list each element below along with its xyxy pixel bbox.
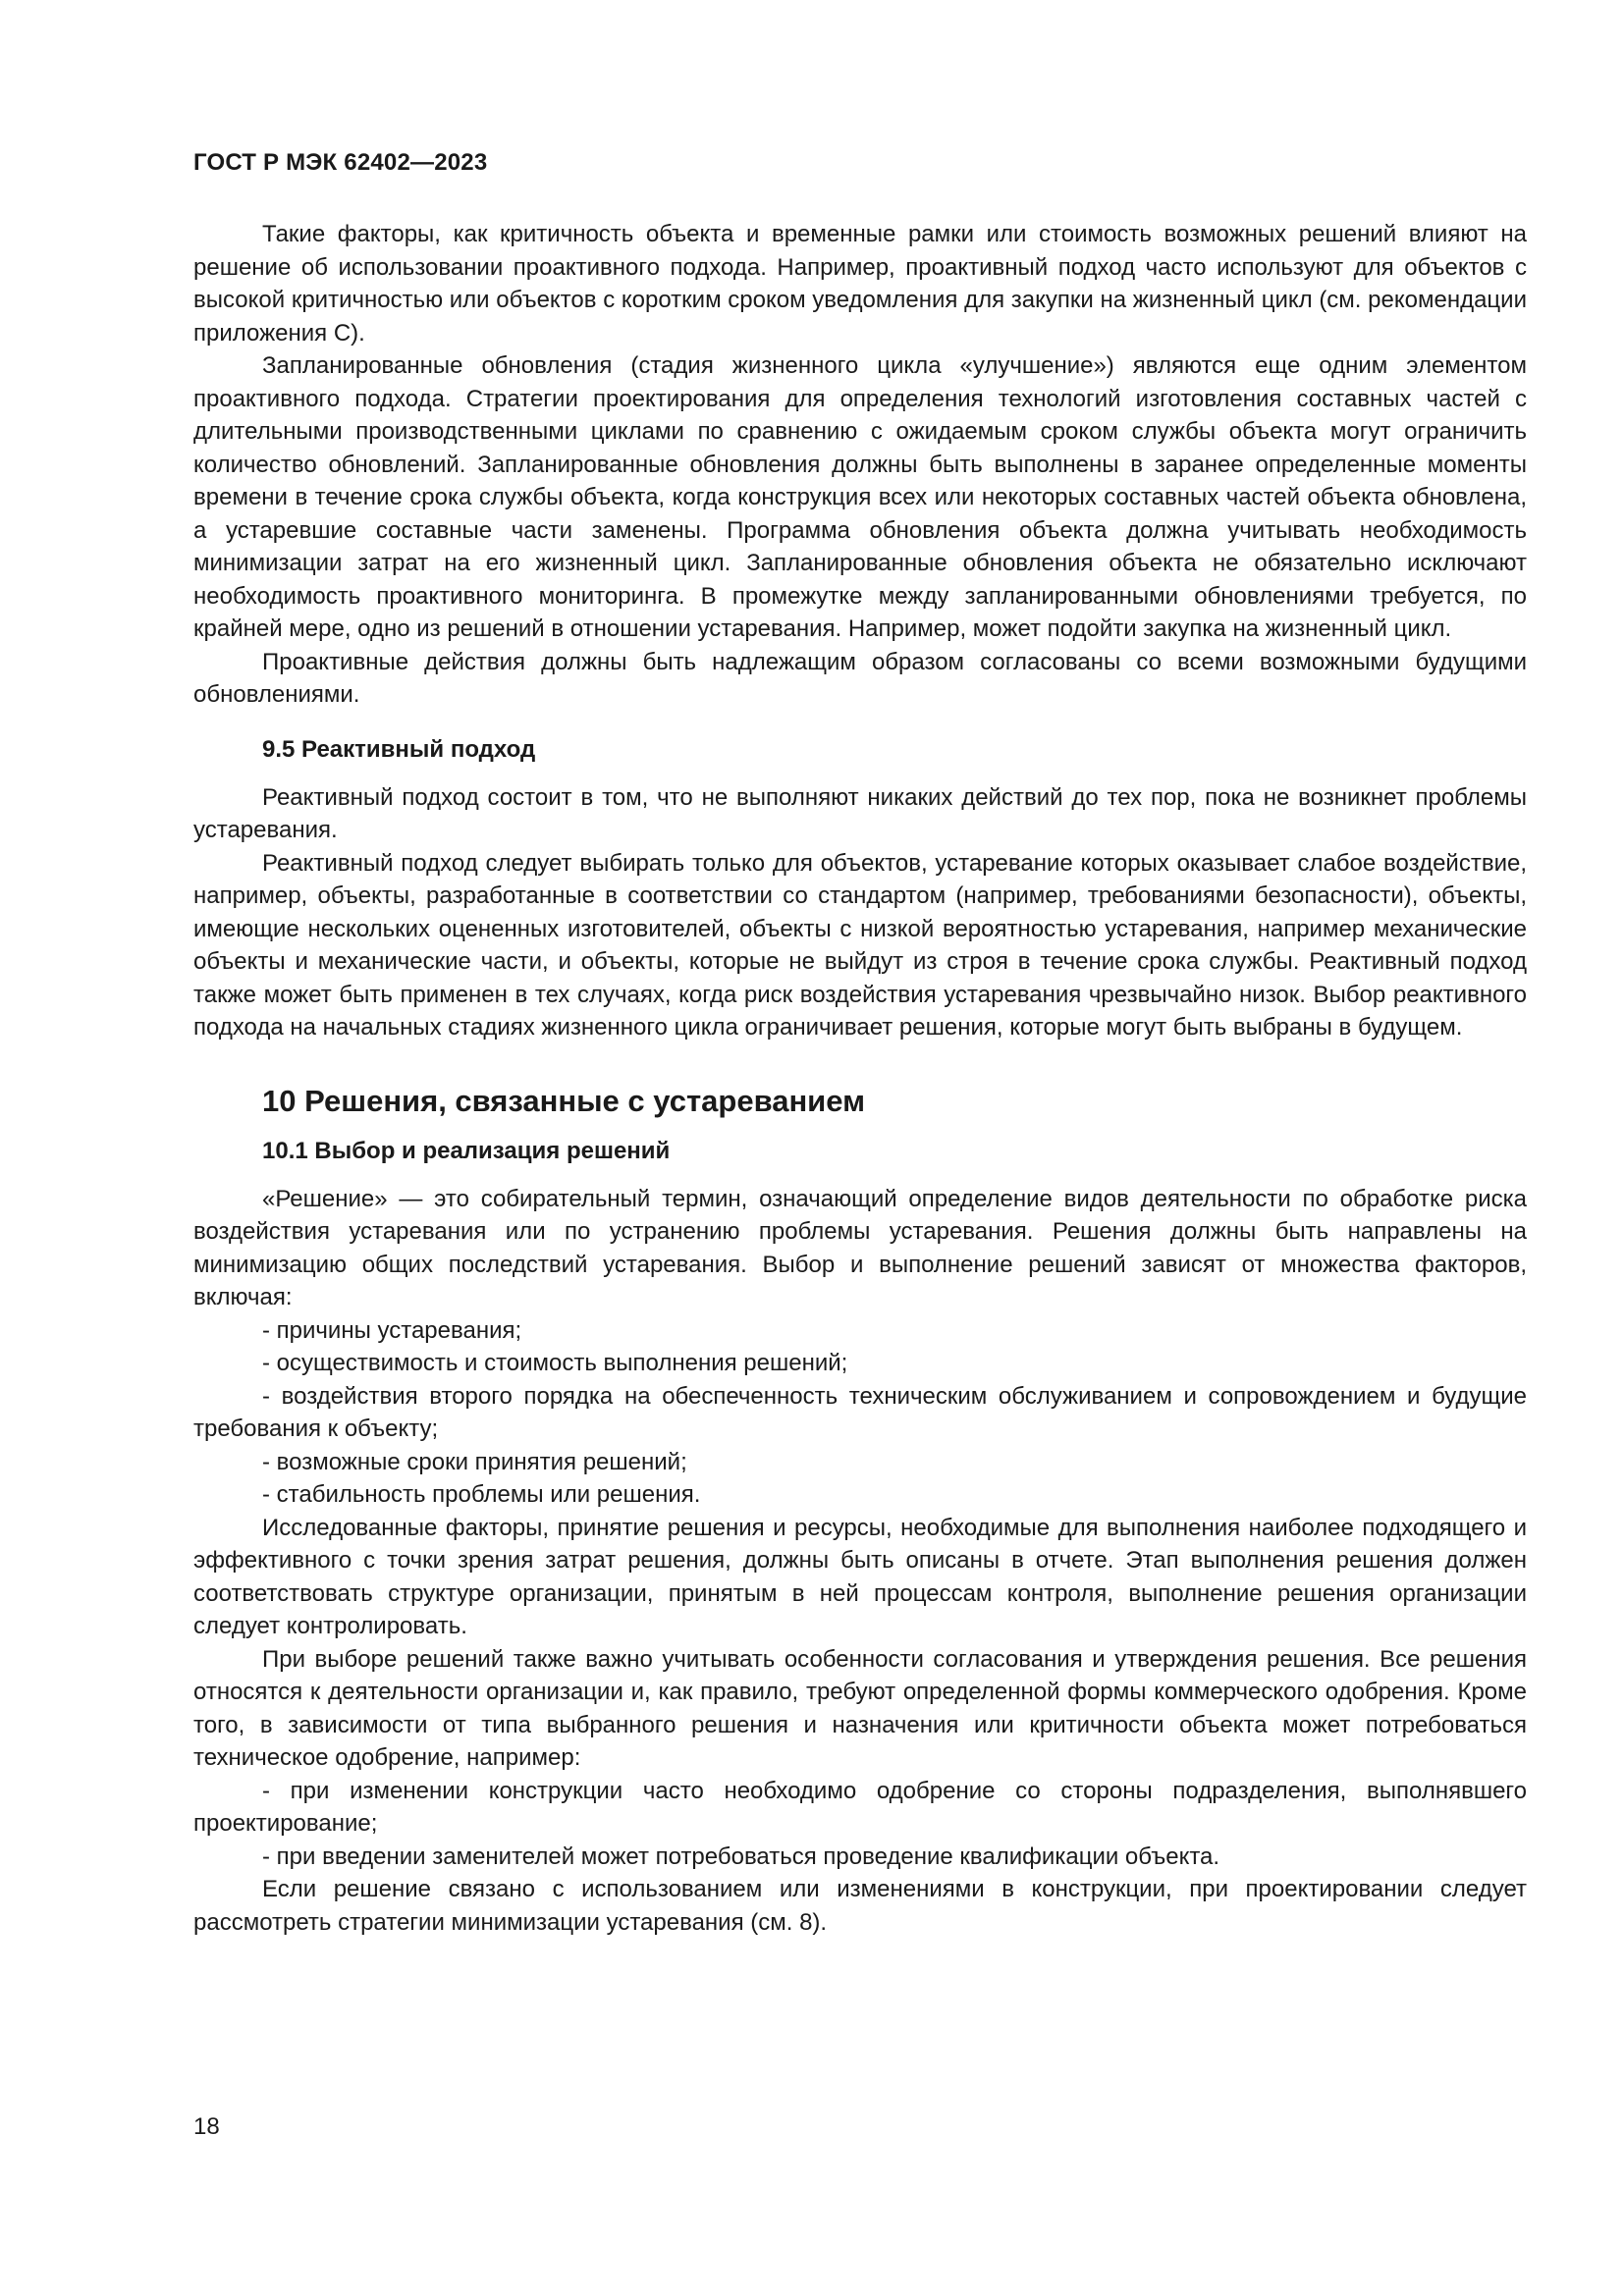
subsection-heading-9-5: 9.5 Реактивный подход	[262, 735, 536, 763]
paragraph: Если решение связано с использованием или изменениями в конструкции, при проектировании следует рассмотреть стратегии минимизации устаревания (см. 8).	[193, 1876, 1527, 1936]
document-header: ГОСТ Р МЭК 62402—2023	[193, 149, 488, 176]
list-item: - возможные сроки принятия решений;	[262, 1448, 687, 1475]
list-item: - при изменении конструкции часто необходимо одобрение со стороны подразделения, выполнявшего проектирование;	[193, 1777, 1527, 1837]
paragraph: Запланированные обновления (стадия жизненного цикла «улучшение») являются еще одним элементом проактивного подхода. Стратегии проектирования для определения технологий изготовления составных частей с длительными производственными циклами по сравнению с ожидаемым сроком службы объекта могут ограничить количество обновлений. Запланированные обновления должны быть выполнены в заранее определенные моменты времени в течение срока службы объекта, когда конструкция всех или некоторых составных частей объекта обновлена, а устаревшие составные части заменены. Программа обновления объекта должна учитывать необходимость минимизации затрат на его жизненный цикл. Запланированные обновления объекта не обязательно исключают необходимость проактивного мониторинга. В промежутке между запланированными обновлениями требуется, по крайней мере, одно из решений в отношении устаревания. Например, может подойти закупка на жизненный цикл.	[193, 352, 1527, 642]
paragraph: Такие факторы, как критичность объекта и временные рамки или стоимость возможных решений влияют на решение об использовании проактивного подхода. Например, проактивный подход часто используют для объектов с высокой критичностью или объектов с коротким сроком уведомления для закупки на жизненный цикл (см. рекомендации приложения С).	[193, 221, 1527, 347]
section-heading-10: 10 Решения, связанные с устареванием	[262, 1083, 866, 1118]
subsection-heading-10-1: 10.1 Выбор и реализация решений	[262, 1137, 671, 1164]
list-item: - при введении заменителей может потребоваться проведение квалификации объекта.	[262, 1842, 1220, 1870]
document-page	[193, 147, 1527, 1939]
list-item: - причины устаревания;	[262, 1316, 522, 1344]
paragraph: Проактивные действия должны быть надлежащим образом согласованы со всеми возможными будущими обновлениями.	[193, 648, 1527, 708]
list-item: - стабильность проблемы или решения.	[262, 1481, 701, 1508]
paragraph: «Решение» — это собирательный термин, означающий определение видов деятельности по обработке риска воздействия устаревания или по устранению проблемы устаревания. Решения должны быть направлены на минимизацию общих последствий устаревания. Выбор и выполнение решений зависят от множества факторов, включая:	[193, 1185, 1527, 1310]
paragraph: Реактивный подход состоит в том, что не выполняют никаких действий до тех пор, пока не возникнет проблемы устаревания.	[193, 783, 1527, 843]
page-number: 18	[193, 2113, 220, 2140]
list-item: - воздействия второго порядка на обеспеченность техническим обслуживанием и сопровождением и будущие требования к объекту;	[193, 1382, 1527, 1442]
paragraph: Реактивный подход следует выбирать только для объектов, устаревание которых оказывает слабое воздействие, например, объекты, разработанные в соответствии со стандартом (например, требованиями безопасности), объекты, имеющие нескольких оцененных изготовителей, объекты с низкой вероятностью устаревания, например механические объекты и механические части, и объекты, которые не выйдут из строя в течение срока службы. Реактивный подход также может быть применен в тех случаях, когда риск воздействия устаревания чрезвычайно низок. Выбор реактивного подхода на начальных стадиях жизненного цикла ограничивает решения, которые могут быть выбраны в будущем.	[193, 849, 1527, 1041]
paragraph: Исследованные факторы, принятие решения и ресурсы, необходимые для выполнения наиболее подходящего и эффективного с точки зрения затрат решения, должны быть описаны в отчете. Этап выполнения решения должен соответствовать структуре организации, принятым в ней процессам контроля, выполнение решения организации следует контролировать.	[193, 1514, 1527, 1639]
list-item: - осуществимость и стоимость выполнения решений;	[262, 1350, 848, 1376]
paragraph: При выборе решений также важно учитывать особенности согласования и утверждения решения. Все решения относятся к деятельности организации и, как правило, требуют определенной формы коммерческого одобрения. Кроме того, в зависимости от типа выбранного решения и назначения или критичности объекта может потребоваться техническое одобрение, например:	[193, 1645, 1527, 1771]
